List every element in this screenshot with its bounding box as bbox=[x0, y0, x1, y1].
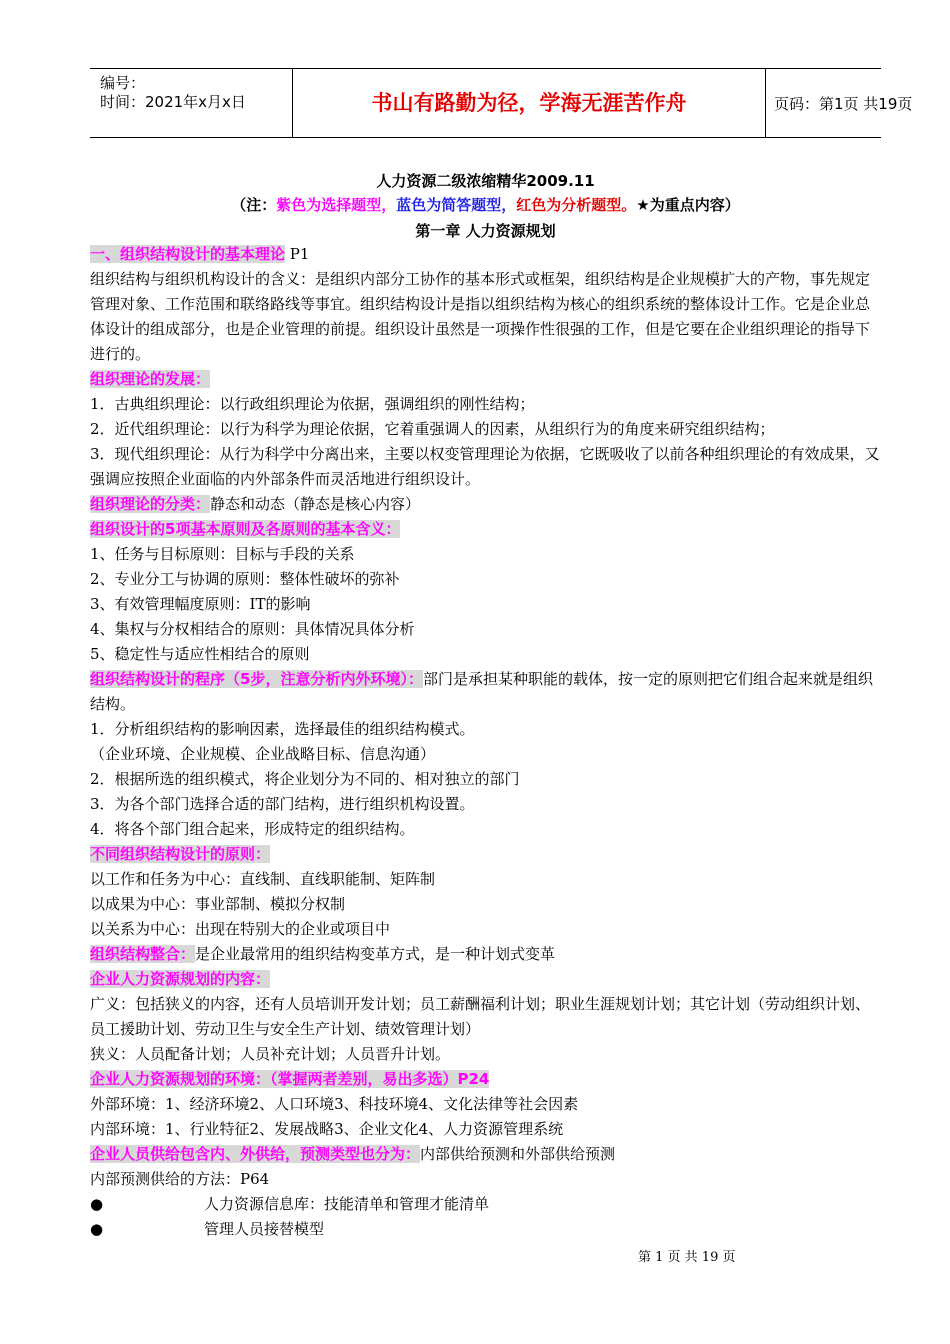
diff-heading bbox=[90, 842, 882, 867]
list-item: 1．分析组织结构的影响因素，选择最佳的组织结构模式。 bbox=[90, 720, 475, 738]
proc-heading: 组织结构设计的程序（5步，注意分析内外环境）： bbox=[90, 670, 423, 688]
list-item: 3．为各个部门选择合适的部门结构，进行组织机构设置。 bbox=[90, 795, 475, 813]
list-item: 2．根据所选的组织模式，将企业划分为不同的、相对独立的部门 bbox=[90, 770, 520, 788]
doc-title: 人力资源二级浓缩精华2009.11 bbox=[376, 172, 595, 190]
list-item: （企业环境、企业规模、企业战略目标、信息沟通） bbox=[90, 745, 436, 763]
proc-line bbox=[90, 667, 882, 717]
plan-heading-text: 企业人力资源规划的内容： bbox=[90, 970, 271, 988]
color-note bbox=[90, 194, 881, 215]
list-item: 以工作和任务为中心：直线制、直线职能制、矩阵制 bbox=[90, 870, 436, 888]
list-item: 广义：包括狭义的内容，还有人员培训开发计划；员工薪酬福利计划；职业生涯规划计划；其它计划（劳动组织计划、员工援助计划、劳动卫生与安全生产计划、绩效管理计划） bbox=[90, 995, 871, 1038]
dev-heading-text: 组织理论的发展： bbox=[90, 370, 211, 388]
page-header bbox=[90, 68, 913, 138]
code-label: 编号： bbox=[100, 74, 146, 92]
note-open: （注： bbox=[231, 196, 277, 214]
integ-heading: 组织结构整合： bbox=[90, 945, 196, 963]
s1-ref: P1 bbox=[285, 245, 310, 263]
list-item: 2．近代组织理论：以行为科学为理论依据，它着重强调人的因素，从组织行为的角度来研究组织结构； bbox=[90, 420, 775, 438]
note-blue: 蓝色为简答题型， bbox=[396, 196, 517, 214]
list-item: 狭义：人员配备计划；人员补充计划；人员晋升计划。 bbox=[90, 1045, 451, 1063]
list-item: 外部环境：1、经济环境2、人口环境3、科技环境4、文化法律等社会因素 bbox=[90, 1095, 579, 1113]
bullet-item bbox=[90, 1192, 882, 1217]
bullet-text: 人力资源信息库：技能清单和管理才能清单 bbox=[204, 1195, 490, 1213]
list-item: 内部环境：1、行业特征2、发展战略3、企业文化4、人力资源管理系统 bbox=[90, 1120, 564, 1138]
chapter-title: 第一章 人力资源规划 bbox=[415, 222, 556, 240]
note-purple: 紫色为选择题型， bbox=[276, 196, 397, 214]
bullet-item bbox=[90, 1217, 882, 1242]
prin-heading bbox=[90, 517, 882, 542]
list-item: 1．古典组织理论：以行政组织理论为依据，强调组织的刚性结构； bbox=[90, 395, 535, 413]
header-left-cell bbox=[90, 69, 292, 137]
supply-line bbox=[90, 1142, 882, 1167]
list-item: 以关系为中心：出现在特别大的企业或项目中 bbox=[90, 920, 391, 938]
motto: 书山有路勤为径，学海无涯苦作舟 bbox=[371, 91, 687, 115]
prin-heading-text: 组织设计的5项基本原则及各原则的基本含义： bbox=[90, 520, 401, 538]
list-item: 5、稳定性与适应性相结合的原则 bbox=[90, 645, 310, 663]
diff-heading-text: 不同组织结构设计的原则： bbox=[90, 845, 271, 863]
section-heading bbox=[90, 242, 882, 267]
class-text: 静态和动态（静态是核心内容） bbox=[210, 495, 421, 513]
dev-heading bbox=[90, 367, 882, 392]
inner-method: 内部预测供给的方法：P64 bbox=[90, 1170, 270, 1188]
list-item: 3．现代组织理论：从行为科学中分离出来，主要以权变管理理论为依据，它既吸收了以前各种组织理论的有效成果，又强调应按照企业面临的内外部条件而灵活地进行组织设计。 bbox=[90, 445, 880, 488]
note-star: ★为重点内容） bbox=[636, 196, 740, 214]
page-info: 页码：第1页 共19页 bbox=[774, 95, 913, 113]
env-heading-text: 企业人力资源规划的环境：（掌握两者差别，易出多选）P24 bbox=[90, 1070, 490, 1088]
integ-line bbox=[90, 942, 882, 967]
time-label: 时间：2021年x月x日 bbox=[100, 93, 246, 111]
integ-text: 是企业最常用的组织结构变革方式，是一种计划式变革 bbox=[195, 945, 556, 963]
list-item: 1、任务与目标原则：目标与手段的关系 bbox=[90, 545, 355, 563]
page-footer: 第 1 页 共 19 页 bbox=[638, 1250, 736, 1265]
supply-text: 内部供给预测和外部供给预测 bbox=[420, 1145, 616, 1163]
proc-text: 部门是承担某种职能的载体，按一定的原则把它们组合起来就是组织结构。 bbox=[90, 670, 873, 713]
list-item: 3、有效管理幅度原则：IT的影响 bbox=[90, 595, 311, 613]
plan-heading bbox=[90, 967, 882, 992]
supply-heading: 企业人员供给包含内、外供给，预测类型也分为： bbox=[90, 1145, 421, 1163]
header-motto-cell bbox=[292, 69, 766, 137]
document-body bbox=[90, 242, 882, 1242]
note-red: 红色为分析题型。 bbox=[516, 196, 637, 214]
list-item: 2、专业分工与协调的原则：整体性破坏的弥补 bbox=[90, 570, 400, 588]
class-heading: 组织理论的分类： bbox=[90, 495, 211, 513]
bullet-text: 管理人员接替模型 bbox=[204, 1220, 325, 1238]
list-item: 以成果为中心：事业部制、模拟分权制 bbox=[90, 895, 346, 913]
env-heading bbox=[90, 1067, 882, 1092]
class-line bbox=[90, 492, 882, 517]
list-item: 4．将各个部门组合起来，形成特定的组织结构。 bbox=[90, 820, 415, 838]
bullet-icon: ● bbox=[90, 1220, 104, 1238]
header-page-cell bbox=[766, 69, 913, 137]
s1-paragraph: 组织结构与组织机构设计的含义：是组织内部分工协作的基本形式或框架，组织结构是企业规模扩大的产物，事先规定管理对象、工作范围和联络路线等事宜。组织结构设计是指以组织结构为核心的组织系统的整体设计工作。它是企业总体设计的组成部分，也是企业管理的前提。组织设计虽然是一项操作性很强的工作，但是它要在企业组织理论的指导下进行的。 bbox=[90, 270, 871, 363]
bullet-icon: ● bbox=[90, 1195, 104, 1213]
s1-heading: 一、组织结构设计的基本理论 bbox=[90, 245, 286, 263]
list-item: 4、集权与分权相结合的原则：具体情况具体分析 bbox=[90, 620, 415, 638]
